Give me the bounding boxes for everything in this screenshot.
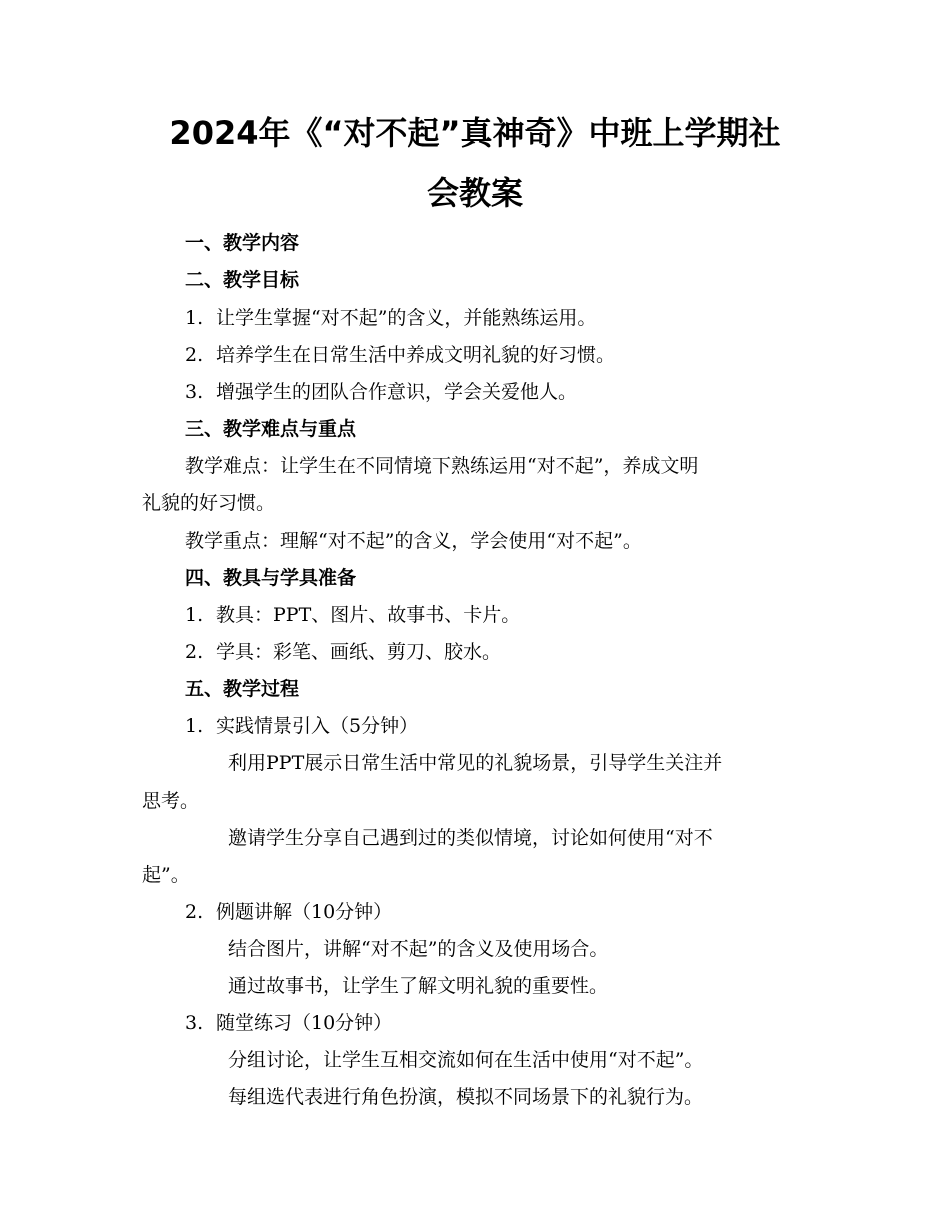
section-heading-process: 五、教学过程 — [185, 678, 300, 700]
goal-item — [185, 379, 855, 405]
document-title-line-2: 会教案 — [426, 174, 523, 212]
item-text: 教具：PPT、图片、故事书、卡片。 — [216, 604, 521, 626]
goal-item — [185, 305, 855, 331]
item-number: 3. — [185, 381, 204, 403]
paragraph-line: 利用PPT展示日常生活中常见的礼貌场景，引导学生关注并 — [228, 752, 723, 774]
section-heading-materials: 四、教具与学具准备 — [185, 567, 357, 589]
item-number: 2. — [185, 901, 204, 923]
item-number: 1. — [185, 307, 204, 329]
item-text: 增强学生的团队合作意识，学会关爱他人。 — [216, 381, 578, 403]
goal-item — [185, 342, 855, 368]
document-title-line-1: 2024年《“对不起”真神奇》中班上学期社 — [169, 114, 781, 152]
item-text: 实践情景引入（5分钟） — [216, 715, 419, 737]
materials-item — [185, 639, 855, 665]
item-number: 2. — [185, 641, 204, 663]
item-number: 3. — [185, 1012, 204, 1034]
process-step — [185, 713, 855, 739]
paragraph-line: 思考。 — [142, 790, 200, 812]
process-step — [185, 1010, 855, 1036]
item-number: 1. — [185, 604, 204, 626]
item-text: 让学生掌握“对不起”的含义，并能熟练运用。 — [216, 307, 597, 329]
paragraph-line: 每组选代表进行角色扮演，模拟不同场景下的礼貌行为。 — [228, 1086, 704, 1108]
section-heading-teaching-content: 一、教学内容 — [185, 232, 300, 254]
section-heading-teaching-goals: 二、教学目标 — [185, 269, 300, 291]
item-number: 1. — [185, 715, 204, 737]
materials-item — [185, 602, 855, 628]
paragraph-line: 邀请学生分享自己遇到过的类似情境，讨论如何使用“对不 — [228, 827, 713, 849]
paragraph-line: 教学重点：理解“对不起”的含义，学会使用“对不起”。 — [185, 530, 642, 552]
paragraph-line: 教学难点：让学生在不同情境下熟练运用“对不起”，养成文明 — [185, 455, 699, 477]
paragraph-line: 礼貌的好习惯。 — [142, 492, 276, 514]
section-heading-difficulties: 三、教学难点与重点 — [185, 418, 357, 440]
item-text: 培养学生在日常生活中养成文明礼貌的好习惯。 — [216, 344, 616, 366]
paragraph-line: 通过故事书，让学生了解文明礼貌的重要性。 — [228, 975, 609, 997]
item-text: 例题讲解（10分钟） — [216, 901, 393, 923]
process-step — [185, 899, 855, 925]
paragraph-line: 结合图片，讲解“对不起”的含义及使用场合。 — [228, 938, 609, 960]
item-text: 学具：彩笔、画纸、剪刀、胶水。 — [216, 641, 502, 663]
item-text: 随堂练习（10分钟） — [216, 1012, 393, 1034]
item-number: 2. — [185, 344, 204, 366]
paragraph-line: 起”。 — [142, 864, 190, 886]
paragraph-line: 分组讨论，让学生互相交流如何在生活中使用“对不起”。 — [228, 1049, 704, 1071]
